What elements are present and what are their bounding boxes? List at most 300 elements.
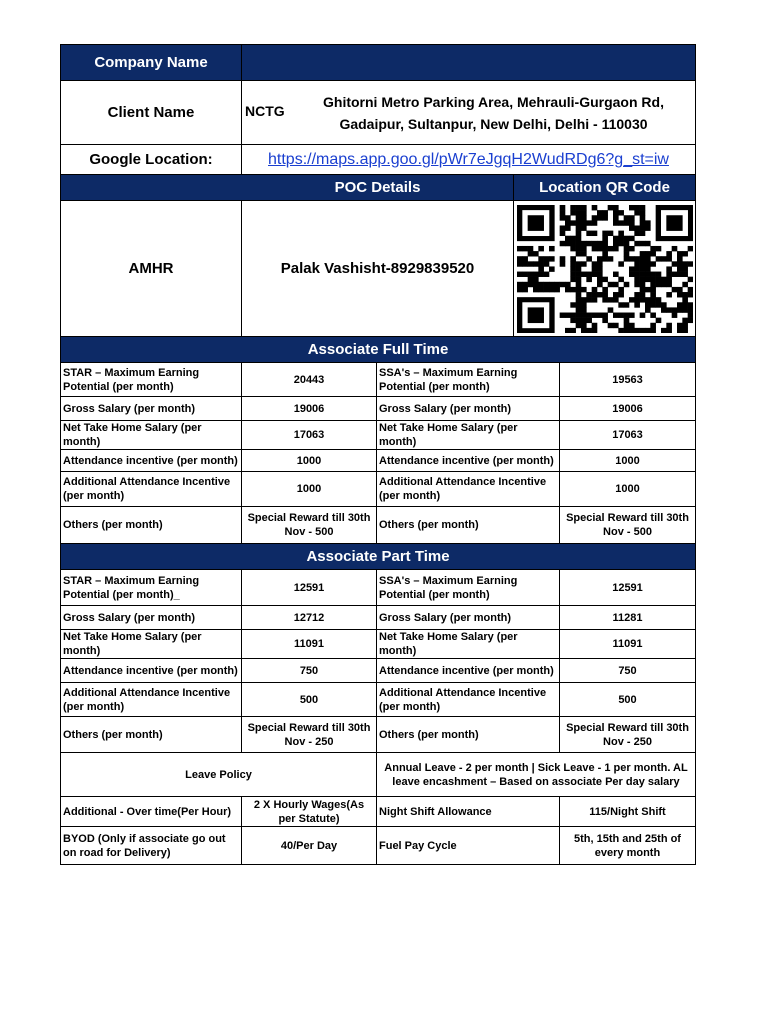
qr-module bbox=[581, 205, 587, 210]
qr-module bbox=[629, 245, 635, 250]
qr-module bbox=[602, 251, 608, 256]
qr-module bbox=[645, 271, 651, 276]
qr-module bbox=[661, 302, 667, 307]
qr-module bbox=[607, 230, 613, 235]
row-label-right: Additional Attendance Incentive (per month) bbox=[377, 683, 560, 717]
qr-module bbox=[533, 251, 539, 256]
qr-module bbox=[575, 317, 581, 322]
qr-module bbox=[629, 322, 635, 327]
qr-module bbox=[645, 286, 651, 291]
leave-policy-value: Annual Leave - 2 per month | Sick Leave - 1 per month. AL leave encashment – Based on associate Per day salary bbox=[377, 753, 696, 797]
qr-module bbox=[565, 327, 571, 332]
qr-module bbox=[533, 286, 539, 291]
qr-module bbox=[634, 205, 640, 210]
qr-module bbox=[559, 256, 565, 261]
qr-module bbox=[559, 230, 565, 235]
qr-module bbox=[597, 240, 603, 245]
qr-module bbox=[613, 312, 619, 317]
qr-module bbox=[554, 281, 560, 286]
row-value-right: 17063 bbox=[560, 421, 696, 450]
row-value-right: 12591 bbox=[560, 570, 696, 606]
qr-module bbox=[634, 327, 640, 332]
qr-module bbox=[597, 256, 603, 261]
qr-module bbox=[682, 266, 688, 271]
qr-module bbox=[602, 230, 608, 235]
qr-module bbox=[687, 292, 692, 297]
qr-module bbox=[629, 256, 635, 261]
qr-module bbox=[645, 327, 651, 332]
table-row bbox=[61, 659, 696, 683]
row-value-right: 1000 bbox=[560, 450, 696, 472]
qr-module bbox=[527, 245, 533, 250]
qr-module bbox=[607, 281, 613, 286]
qr-module bbox=[527, 307, 543, 323]
qr-module bbox=[655, 271, 661, 276]
row-label-left: Attendance incentive (per month) bbox=[61, 450, 242, 472]
qr-module bbox=[575, 292, 581, 297]
qr-module bbox=[522, 256, 528, 261]
qr-module bbox=[671, 245, 677, 250]
qr-module bbox=[602, 297, 608, 302]
qr-code-cell bbox=[514, 201, 696, 337]
row-label-right: SSA's – Maximum Earning Potential (per month) bbox=[377, 363, 560, 397]
qr-module bbox=[543, 281, 549, 286]
qr-module bbox=[522, 245, 528, 250]
qr-module bbox=[613, 240, 619, 245]
qr-module bbox=[623, 251, 629, 256]
qr-module bbox=[575, 312, 581, 317]
qr-module bbox=[570, 276, 576, 281]
qr-module bbox=[639, 251, 645, 256]
row-value-right: 1000 bbox=[560, 472, 696, 507]
qr-module bbox=[565, 220, 571, 225]
qr-module bbox=[623, 327, 629, 332]
qr-module bbox=[570, 205, 576, 210]
qr-module bbox=[613, 322, 619, 327]
qr-module bbox=[613, 271, 619, 276]
qr-module bbox=[527, 271, 533, 276]
qr-module bbox=[565, 215, 571, 220]
qr-module bbox=[581, 261, 587, 266]
qr-module bbox=[650, 292, 656, 297]
qr-module bbox=[581, 307, 587, 312]
qr-module bbox=[634, 302, 640, 307]
qr-module bbox=[602, 317, 608, 322]
qr-module bbox=[517, 286, 523, 291]
qr-module bbox=[645, 302, 651, 307]
qr-module bbox=[677, 266, 683, 271]
qr-module bbox=[618, 210, 624, 215]
qr-module bbox=[639, 256, 645, 261]
row-value-left: Special Reward till 30th Nov - 500 bbox=[242, 507, 377, 544]
qr-module bbox=[581, 312, 587, 317]
qr-module bbox=[682, 302, 688, 307]
qr-module bbox=[671, 307, 677, 312]
qr-module bbox=[581, 210, 587, 215]
qr-module bbox=[677, 271, 683, 276]
qr-module bbox=[634, 225, 640, 230]
row-value-left: 1000 bbox=[242, 450, 377, 472]
qr-module bbox=[597, 210, 603, 215]
qr-module bbox=[682, 271, 688, 276]
qr-module bbox=[618, 261, 624, 266]
row-label-right: Additional Attendance Incentive (per month) bbox=[377, 472, 560, 507]
qr-module bbox=[570, 210, 576, 215]
qr-module bbox=[602, 256, 608, 261]
qr-module bbox=[666, 281, 672, 286]
table-row bbox=[61, 421, 696, 450]
qr-module bbox=[522, 286, 528, 291]
qr-module bbox=[666, 256, 672, 261]
qr-module bbox=[639, 327, 645, 332]
qr-module bbox=[533, 276, 539, 281]
qr-module bbox=[559, 205, 565, 210]
info-sheet bbox=[60, 44, 695, 865]
qr-module bbox=[650, 297, 656, 302]
qr-module bbox=[645, 297, 651, 302]
poc-contact: Palak Vashisht-8929839520 bbox=[242, 201, 514, 337]
qr-module bbox=[613, 245, 619, 250]
qr-module bbox=[586, 240, 592, 245]
qr-module bbox=[570, 302, 576, 307]
qr-module bbox=[645, 266, 651, 271]
qr-module bbox=[570, 271, 576, 276]
row-value-left: 12712 bbox=[242, 606, 377, 630]
row-value-left: 11091 bbox=[242, 630, 377, 659]
qr-module bbox=[597, 276, 603, 281]
row-label-right: Attendance incentive (per month) bbox=[377, 450, 560, 472]
qr-module bbox=[586, 292, 592, 297]
qr-module bbox=[575, 271, 581, 276]
qr-module bbox=[575, 205, 581, 210]
qr-module bbox=[559, 312, 565, 317]
qr-module bbox=[581, 251, 587, 256]
qr-module bbox=[581, 271, 587, 276]
qr-module bbox=[682, 322, 688, 327]
night-shift-value: 115/Night Shift bbox=[560, 797, 696, 827]
qr-module bbox=[591, 230, 597, 235]
qr-module bbox=[677, 327, 683, 332]
qr-module bbox=[522, 261, 528, 266]
qr-module bbox=[639, 205, 645, 210]
qr-module bbox=[597, 271, 603, 276]
qr-module bbox=[602, 245, 608, 250]
poc-details-header: POC Details bbox=[242, 175, 514, 201]
qr-module bbox=[559, 261, 565, 266]
byod-label: BYOD (Only if associate go out on road for Delivery) bbox=[61, 827, 242, 865]
qr-module bbox=[559, 215, 565, 220]
byod-value: 40/Per Day bbox=[242, 827, 377, 865]
full-time-rows bbox=[61, 363, 696, 544]
qr-module bbox=[543, 261, 549, 266]
row-value-right: Special Reward till 30th Nov - 500 bbox=[560, 507, 696, 544]
qr-module bbox=[613, 215, 619, 220]
qr-module bbox=[650, 322, 656, 327]
qr-module bbox=[655, 276, 661, 281]
qr-module bbox=[666, 271, 672, 276]
table-row bbox=[61, 363, 696, 397]
table-row bbox=[61, 606, 696, 630]
qr-module bbox=[597, 245, 603, 250]
qr-module bbox=[602, 235, 608, 240]
qr-module bbox=[602, 286, 608, 291]
qr-module bbox=[591, 322, 597, 327]
row-label-left: Additional Attendance Incentive (per month) bbox=[61, 683, 242, 717]
table-row bbox=[61, 507, 696, 544]
qr-module bbox=[549, 256, 555, 261]
qr-module bbox=[517, 256, 523, 261]
row-label-left: STAR – Maximum Earning Potential (per month) bbox=[61, 363, 242, 397]
qr-module bbox=[591, 205, 597, 210]
row-value-left: 20443 bbox=[242, 363, 377, 397]
qr-module bbox=[597, 266, 603, 271]
qr-module bbox=[613, 220, 619, 225]
qr-module bbox=[570, 312, 576, 317]
qr-module bbox=[629, 220, 635, 225]
qr-module bbox=[682, 261, 688, 266]
qr-module bbox=[591, 312, 597, 317]
qr-module bbox=[650, 312, 656, 317]
qr-module bbox=[575, 307, 581, 312]
client-address bbox=[242, 91, 695, 135]
qr-module bbox=[591, 261, 597, 266]
qr-module bbox=[655, 297, 661, 302]
qr-module bbox=[591, 286, 597, 291]
qr-module bbox=[570, 261, 576, 266]
qr-module bbox=[591, 292, 597, 297]
row-value-right: 11091 bbox=[560, 630, 696, 659]
qr-module bbox=[682, 292, 688, 297]
row-value-left: 19006 bbox=[242, 397, 377, 421]
qr-module bbox=[549, 286, 555, 291]
qr-module bbox=[597, 281, 603, 286]
qr-module bbox=[597, 292, 603, 297]
row-value-left: 500 bbox=[242, 683, 377, 717]
row-label-left: Gross Salary (per month) bbox=[61, 606, 242, 630]
qr-module bbox=[581, 245, 587, 250]
qr-module bbox=[634, 210, 640, 215]
qr-module bbox=[575, 215, 581, 220]
row-label-right: Net Take Home Salary (per month) bbox=[377, 630, 560, 659]
row-label-right: Gross Salary (per month) bbox=[377, 397, 560, 421]
qr-module bbox=[639, 240, 645, 245]
qr-module bbox=[655, 281, 661, 286]
qr-module bbox=[565, 281, 571, 286]
qr-module bbox=[575, 281, 581, 286]
qr-module bbox=[639, 286, 645, 291]
qr-module bbox=[575, 235, 581, 240]
qr-module bbox=[565, 235, 571, 240]
row-label-right: SSA's – Maximum Earning Potential (per month) bbox=[377, 570, 560, 606]
qr-module bbox=[602, 292, 608, 297]
qr-module bbox=[575, 286, 581, 291]
qr-module bbox=[655, 302, 661, 307]
qr-module bbox=[575, 220, 581, 225]
qr-module bbox=[591, 220, 597, 225]
row-label-left: Net Take Home Salary (per month) bbox=[61, 421, 242, 450]
qr-module bbox=[581, 297, 587, 302]
qr-module bbox=[570, 235, 576, 240]
qr-module bbox=[591, 297, 597, 302]
client-name-label: Client Name bbox=[61, 81, 242, 145]
client-code: NCTG bbox=[245, 103, 285, 119]
qr-module bbox=[549, 281, 555, 286]
qr-module bbox=[666, 292, 672, 297]
table-row bbox=[61, 630, 696, 659]
qr-module bbox=[650, 245, 656, 250]
qr-module bbox=[682, 317, 688, 322]
qr-module bbox=[650, 261, 656, 266]
qr-module bbox=[666, 276, 672, 281]
row-value-right: 500 bbox=[560, 683, 696, 717]
qr-module bbox=[655, 256, 661, 261]
qr-module bbox=[682, 327, 688, 332]
qr-module bbox=[629, 205, 635, 210]
qr-module bbox=[586, 276, 592, 281]
qr-module bbox=[586, 220, 592, 225]
qr-module bbox=[623, 215, 629, 220]
qr-module bbox=[682, 251, 688, 256]
qr-module bbox=[581, 317, 587, 322]
part-time-header: Associate Part Time bbox=[61, 544, 696, 570]
qr-module bbox=[538, 286, 544, 291]
qr-module bbox=[597, 261, 603, 266]
qr-module bbox=[645, 240, 651, 245]
qr-module bbox=[559, 281, 565, 286]
qr-module bbox=[554, 286, 560, 291]
qr-module bbox=[634, 271, 640, 276]
qr-module bbox=[634, 240, 640, 245]
qr-module bbox=[602, 210, 608, 215]
poc-header-spacer bbox=[61, 175, 242, 201]
row-label-right: Others (per month) bbox=[377, 717, 560, 753]
qr-module bbox=[645, 307, 651, 312]
qr-module bbox=[661, 327, 667, 332]
row-value-left: 12591 bbox=[242, 570, 377, 606]
leave-policy-label: Leave Policy bbox=[61, 753, 377, 797]
qr-module bbox=[517, 261, 523, 266]
row-label-left: Attendance incentive (per month) bbox=[61, 659, 242, 683]
qr-module bbox=[543, 286, 549, 291]
qr-module bbox=[634, 297, 640, 302]
qr-module bbox=[634, 276, 640, 281]
qr-module bbox=[623, 220, 629, 225]
table-row bbox=[61, 683, 696, 717]
qr-module bbox=[666, 327, 672, 332]
qr-module bbox=[645, 225, 651, 230]
qr-module bbox=[527, 215, 543, 231]
qr-module bbox=[575, 240, 581, 245]
qr-module bbox=[634, 261, 640, 266]
row-value-left: Special Reward till 30th Nov - 250 bbox=[242, 717, 377, 753]
qr-module bbox=[581, 327, 587, 332]
qr-module bbox=[581, 302, 587, 307]
qr-module bbox=[543, 256, 549, 261]
qr-module bbox=[527, 261, 533, 266]
qr-module bbox=[570, 245, 576, 250]
qr-module bbox=[650, 286, 656, 291]
qr-module bbox=[575, 322, 581, 327]
qr-module bbox=[581, 240, 587, 245]
qr-module bbox=[623, 245, 629, 250]
qr-module bbox=[677, 286, 683, 291]
location-qr-header: Location QR Code bbox=[514, 175, 696, 201]
qr-module bbox=[639, 276, 645, 281]
google-location-label: Google Location: bbox=[61, 145, 242, 175]
google-location-link[interactable]: https://maps.app.goo.gl/pWr7eJgqH2WudRDg6?g_st=iw bbox=[242, 145, 696, 175]
qr-module bbox=[591, 240, 597, 245]
fuel-pay-label: Fuel Pay Cycle bbox=[377, 827, 560, 865]
qr-module bbox=[645, 251, 651, 256]
qr-module bbox=[613, 210, 619, 215]
qr-module bbox=[671, 261, 677, 266]
night-shift-label: Night Shift Allowance bbox=[377, 797, 560, 827]
qr-module bbox=[586, 327, 592, 332]
qr-module bbox=[559, 240, 565, 245]
qr-module bbox=[607, 322, 613, 327]
qr-module bbox=[687, 317, 692, 322]
qr-module bbox=[570, 317, 576, 322]
qr-module bbox=[634, 256, 640, 261]
qr-module bbox=[666, 215, 682, 231]
qr-module bbox=[677, 261, 683, 266]
qr-module bbox=[517, 271, 523, 276]
row-label-left: Net Take Home Salary (per month) bbox=[61, 630, 242, 659]
full-time-header: Associate Full Time bbox=[61, 337, 696, 363]
qr-module bbox=[538, 245, 544, 250]
qr-module bbox=[639, 210, 645, 215]
qr-module bbox=[618, 286, 624, 291]
qr-module bbox=[645, 261, 651, 266]
qr-module bbox=[639, 281, 645, 286]
qr-module bbox=[618, 235, 624, 240]
qr-module bbox=[629, 215, 635, 220]
qr-module bbox=[586, 230, 592, 235]
qr-module bbox=[666, 251, 672, 256]
client-address-line2: Gadaipur, Sultanpur, New Delhi, Delhi - 110030 bbox=[339, 115, 648, 132]
qr-module bbox=[575, 245, 581, 250]
qr-module bbox=[613, 297, 619, 302]
company-name-value bbox=[242, 45, 696, 81]
qr-module bbox=[623, 281, 629, 286]
poc-company: AMHR bbox=[61, 201, 242, 337]
qr-module bbox=[666, 322, 672, 327]
qr-module bbox=[613, 205, 619, 210]
qr-module bbox=[591, 215, 597, 220]
qr-module bbox=[629, 297, 635, 302]
qr-module bbox=[677, 292, 683, 297]
qr-module bbox=[570, 256, 576, 261]
qr-module bbox=[543, 271, 549, 276]
qr-module bbox=[575, 276, 581, 281]
row-label-right: Net Take Home Salary (per month) bbox=[377, 421, 560, 450]
qr-module bbox=[559, 225, 565, 230]
qr-module bbox=[629, 235, 635, 240]
qr-module bbox=[639, 261, 645, 266]
table-row bbox=[61, 472, 696, 507]
qr-module bbox=[538, 281, 544, 286]
qr-module bbox=[613, 292, 619, 297]
qr-module bbox=[634, 292, 640, 297]
qr-module bbox=[655, 317, 661, 322]
qr-module bbox=[677, 251, 683, 256]
qr-module bbox=[634, 230, 640, 235]
qr-module bbox=[591, 271, 597, 276]
row-label-left: Others (per month) bbox=[61, 507, 242, 544]
qr-module bbox=[586, 271, 592, 276]
row-value-right: 19563 bbox=[560, 363, 696, 397]
qr-module bbox=[650, 281, 656, 286]
